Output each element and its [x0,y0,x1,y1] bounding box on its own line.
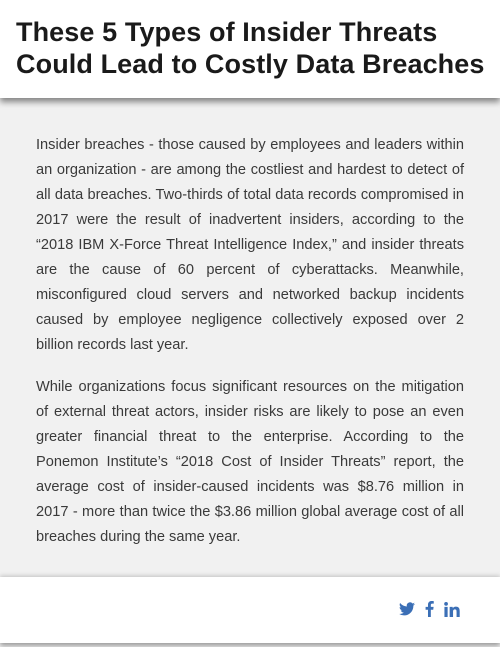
article-body [36,133,464,567]
share-bar [399,599,460,619]
twitter-icon [399,602,415,616]
share-footer [0,577,500,643]
facebook-share-button[interactable] [425,599,434,619]
linkedin-icon [444,602,460,617]
title-line-1: These 5 Types of Insider Threats [16,17,438,47]
article-paragraph-1: Insider breaches - those caused by employees and leaders within an organization - are among the costliest and hardest to detect of all data breaches. Two-thirds of total data records compromised in 2017 were the result of inadvertent insiders, according to the “2018 IBM X-Force Threat Intelligence Index,” and insider threats are the cause of 60 percent of cyberattacks. Meanwhile, misconfigured cloud servers and networked backup incidents caused by employee negligence collectively exposed over 2 billion records last year. [36,137,464,353]
twitter-share-button[interactable] [399,599,415,619]
page-title [16,16,496,80]
linkedin-share-button[interactable] [444,599,460,619]
page-header [0,0,500,98]
title-line-2: Could Lead to Costly Data Breaches [16,49,485,79]
facebook-icon [425,601,434,617]
article-paragraph-2: While organizations focus significant resources on the mitigation of external threat actors, insider risks are likely to pose an even greater financial threat to the enterprise. According to the Ponemon Institute’s “2018 Cost of Insider Threats” report, the average cost of insider-caused incidents was $8.76 million in 2017 - more than twice the $3.86 million global average cost of all breaches during the same year. [36,379,464,545]
